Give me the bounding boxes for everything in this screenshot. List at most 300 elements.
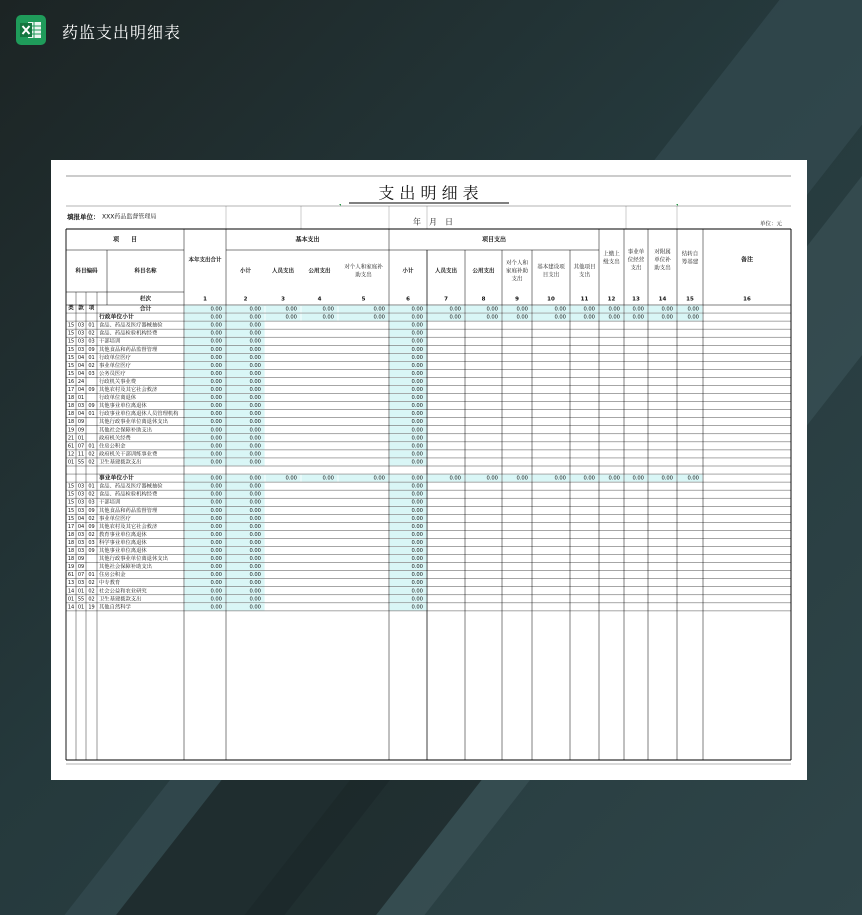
value-cell: 0.00 bbox=[210, 338, 222, 345]
subject-name: 食品、药品及医疗器械抽验 bbox=[99, 483, 163, 490]
value-cell: 0.00 bbox=[249, 443, 261, 450]
value-cell: 0.00 bbox=[249, 491, 261, 498]
header-project-public: 公用支出 bbox=[472, 268, 495, 275]
value-cell: 0.00 bbox=[249, 435, 261, 442]
column-number: 5 bbox=[361, 296, 366, 303]
code-xiang: 02 bbox=[88, 588, 95, 595]
value-cell: 0.00 bbox=[411, 338, 423, 345]
value-cell: 0.00 bbox=[249, 419, 261, 426]
code-lei: 12 bbox=[67, 451, 75, 458]
code-lei: 18 bbox=[67, 556, 75, 563]
header-xiang: 项 bbox=[88, 305, 95, 312]
code-xiang: 02 bbox=[88, 362, 95, 369]
header-project-subsidy: 家庭补助 bbox=[505, 268, 529, 275]
value-cell: 0.00 bbox=[285, 306, 297, 313]
value-cell: 0.00 bbox=[411, 314, 423, 321]
code-kuan: 04 bbox=[77, 387, 85, 394]
code-kuan: 03 bbox=[77, 531, 85, 538]
code-lei: 15 bbox=[67, 322, 75, 329]
value-cell: 0.00 bbox=[210, 403, 222, 410]
value-cell: 0.00 bbox=[210, 370, 222, 377]
value-cell: 0.00 bbox=[249, 322, 261, 329]
header-project: 项目支出 bbox=[481, 236, 507, 244]
value-cell: 0.00 bbox=[210, 564, 222, 571]
code-lei: 19 bbox=[67, 427, 75, 434]
code-lei: 15 bbox=[67, 362, 75, 369]
header-subject-name: 科目名称 bbox=[134, 268, 157, 275]
code-lei: 61 bbox=[67, 572, 75, 579]
value-cell: 0.00 bbox=[210, 346, 222, 353]
value-cell: 0.00 bbox=[411, 395, 423, 402]
value-cell: 0.00 bbox=[249, 604, 261, 611]
value-cell: 0.00 bbox=[687, 314, 699, 321]
header-project-other: 其他项目 bbox=[573, 264, 596, 271]
code-lei: 15 bbox=[67, 338, 75, 345]
header-upper: 上缴上 bbox=[603, 251, 620, 258]
value-cell: 0.00 bbox=[249, 427, 261, 434]
code-lei: 18 bbox=[67, 531, 75, 538]
value-cell: 0.00 bbox=[249, 507, 261, 514]
value-cell: 0.00 bbox=[210, 475, 222, 482]
spreadsheet-page bbox=[51, 160, 807, 780]
subject-name: 住房公积金 bbox=[99, 443, 126, 450]
value-cell: 0.00 bbox=[210, 378, 222, 385]
code-kuan: 04 bbox=[77, 515, 85, 522]
code-lei: 18 bbox=[67, 403, 75, 410]
value-cell: 0.00 bbox=[249, 475, 261, 482]
value-cell: 0.00 bbox=[210, 596, 222, 603]
header-subject-code: 科目编码 bbox=[75, 268, 98, 275]
code-lei: 01 bbox=[67, 596, 75, 603]
value-cell: 0.00 bbox=[411, 515, 423, 522]
code-lei: 21 bbox=[67, 435, 75, 442]
value-cell: 0.00 bbox=[411, 548, 423, 555]
value-cell: 0.00 bbox=[249, 523, 261, 530]
value-cell: 0.00 bbox=[449, 475, 461, 482]
value-cell: 0.00 bbox=[411, 354, 423, 361]
code-lei: 18 bbox=[67, 395, 75, 402]
code-xiang: 09 bbox=[88, 548, 95, 555]
subject-name: 中专教育 bbox=[99, 580, 121, 587]
column-number: 6 bbox=[406, 296, 410, 303]
subject-name: 其他食品和药品监督管理 bbox=[99, 507, 158, 514]
code-kuan: 03 bbox=[77, 322, 85, 329]
code-xiang: 19 bbox=[88, 604, 95, 611]
value-cell: 0.00 bbox=[661, 314, 673, 321]
code-kuan: 09 bbox=[77, 556, 85, 563]
code-lei: 14 bbox=[67, 588, 75, 595]
column-number: 8 bbox=[481, 296, 486, 303]
value-cell: 0.00 bbox=[249, 483, 261, 490]
value-cell: 0.00 bbox=[373, 314, 385, 321]
value-cell: 0.00 bbox=[210, 314, 222, 321]
value-cell: 0.00 bbox=[210, 330, 222, 337]
column-number: 10 bbox=[547, 296, 555, 303]
value-cell: 0.00 bbox=[210, 523, 222, 530]
column-number: 11 bbox=[580, 296, 589, 303]
header-personnel: 人员支出 bbox=[271, 268, 295, 275]
code-lei: 17 bbox=[67, 387, 75, 394]
code-kuan: 07 bbox=[77, 572, 85, 579]
code-lei: 16 bbox=[67, 378, 75, 385]
value-cell: 0.00 bbox=[249, 588, 261, 595]
code-kuan: 03 bbox=[77, 507, 85, 514]
code-kuan: 01 bbox=[77, 588, 85, 595]
report-date: 年 月 日 bbox=[413, 217, 453, 227]
value-cell: 0.00 bbox=[608, 475, 620, 482]
value-cell: 0.00 bbox=[210, 459, 222, 466]
value-cell: 0.00 bbox=[249, 362, 261, 369]
code-xiang: 09 bbox=[88, 346, 95, 353]
value-cell: 0.00 bbox=[411, 443, 423, 450]
value-cell: 0.00 bbox=[249, 531, 261, 538]
subject-name: 其他社会保障补助支出 bbox=[99, 427, 152, 434]
value-cell: 0.00 bbox=[249, 539, 261, 546]
value-cell: 0.00 bbox=[210, 588, 222, 595]
code-lei: 15 bbox=[67, 370, 75, 377]
value-cell: 0.00 bbox=[249, 314, 261, 321]
column-number: 14 bbox=[658, 296, 667, 303]
value-cell: 0.00 bbox=[249, 580, 261, 587]
value-cell: 0.00 bbox=[411, 588, 423, 595]
code-lei: 15 bbox=[67, 330, 75, 337]
value-cell: 0.00 bbox=[632, 314, 644, 321]
subject-name: 教育事业单位离退休 bbox=[99, 531, 147, 538]
value-cell: 0.00 bbox=[210, 580, 222, 587]
value-cell: 0.00 bbox=[249, 459, 261, 466]
column-number: 1 bbox=[203, 296, 207, 303]
header-project-other: 支出 bbox=[578, 272, 591, 279]
code-xiang: 09 bbox=[88, 403, 95, 410]
code-lei: 15 bbox=[67, 483, 75, 490]
value-cell: 0.00 bbox=[210, 515, 222, 522]
column-number: 12 bbox=[607, 296, 616, 303]
code-kuan: 03 bbox=[77, 539, 85, 546]
code-kuan: 04 bbox=[77, 370, 85, 377]
column-number: 2 bbox=[243, 296, 248, 303]
value-cell: 0.00 bbox=[210, 354, 222, 361]
header-adjust: 结转自 bbox=[681, 251, 699, 258]
value-cell: 0.00 bbox=[411, 387, 423, 394]
value-cell: 0.00 bbox=[554, 314, 566, 321]
subject-name: 其他事业单位离退休 bbox=[99, 548, 147, 555]
code-kuan: 01 bbox=[77, 395, 85, 402]
value-cell: 0.00 bbox=[411, 491, 423, 498]
subject-name: 其他自然科学 bbox=[99, 604, 131, 611]
column-number: 3 bbox=[281, 296, 285, 303]
value-cell: 0.00 bbox=[322, 314, 334, 321]
value-cell: 0.00 bbox=[554, 306, 566, 313]
value-cell: 0.00 bbox=[373, 475, 385, 482]
value-cell: 0.00 bbox=[210, 395, 222, 402]
value-cell: 0.00 bbox=[249, 411, 261, 418]
subject-name: 行政机关事业费 bbox=[99, 378, 137, 385]
code-kuan: 09 bbox=[77, 419, 85, 426]
subject-name: 其他社会保障补助支出 bbox=[99, 564, 152, 571]
code-kuan: 01 bbox=[77, 435, 85, 442]
code-lei: 15 bbox=[67, 354, 75, 361]
value-cell: 0.00 bbox=[411, 427, 423, 434]
value-cell: 0.00 bbox=[661, 306, 673, 313]
value-cell: 0.00 bbox=[411, 370, 423, 377]
subject-name: 政府机关经费 bbox=[99, 435, 131, 442]
column-number: 16 bbox=[743, 296, 751, 303]
code-xiang: 02 bbox=[88, 515, 95, 522]
value-cell: 0.00 bbox=[373, 306, 385, 313]
sheet-title: 支 出 明 细 表 bbox=[378, 183, 479, 203]
code-lei: 15 bbox=[67, 507, 75, 514]
value-cell: 0.00 bbox=[486, 314, 498, 321]
value-cell: 0.00 bbox=[583, 314, 595, 321]
section-subtotal-label: 事业单位小计 bbox=[99, 475, 134, 482]
subject-name: 政府机关干部训练事业费 bbox=[99, 451, 158, 458]
value-cell: 0.00 bbox=[210, 306, 222, 313]
value-cell: 0.00 bbox=[411, 499, 423, 506]
code-kuan: 24 bbox=[77, 378, 85, 385]
code-kuan: 03 bbox=[77, 338, 85, 345]
value-cell: 0.00 bbox=[210, 499, 222, 506]
column-number: 15 bbox=[686, 296, 694, 303]
value-cell: 0.00 bbox=[516, 306, 528, 313]
value-cell: 0.00 bbox=[411, 580, 423, 587]
value-cell: 0.00 bbox=[210, 548, 222, 555]
value-cell: 0.00 bbox=[411, 306, 423, 313]
value-cell: 0.00 bbox=[583, 475, 595, 482]
subject-name: 事业单位医疗 bbox=[99, 362, 131, 369]
subject-name: 食品、药品检验机构经费 bbox=[99, 491, 158, 498]
header-project-personnel: 人员支出 bbox=[434, 268, 458, 275]
header-subsidy: 助支出 bbox=[355, 272, 372, 279]
subject-name: 其他事业单位离退休 bbox=[99, 403, 147, 410]
header-project-subtotal: 小计 bbox=[402, 268, 414, 275]
code-xiang: 03 bbox=[88, 499, 95, 506]
value-cell: 0.00 bbox=[210, 539, 222, 546]
subject-name: 卫生基建拨款支出 bbox=[99, 596, 142, 603]
title-bar bbox=[0, 0, 862, 60]
code-kuan: 03 bbox=[77, 346, 85, 353]
code-xiang: 01 bbox=[88, 354, 95, 361]
value-cell: 0.00 bbox=[411, 330, 423, 337]
expense-table bbox=[51, 160, 807, 780]
subject-name: 行政事业单位离退休人员管理机构 bbox=[99, 411, 179, 418]
header-remark: 备注 bbox=[740, 256, 754, 264]
column-number: 4 bbox=[317, 296, 322, 303]
header-business: 位经营 bbox=[627, 257, 645, 264]
code-kuan: 03 bbox=[77, 580, 85, 587]
subject-name: 住房公积金 bbox=[99, 572, 126, 579]
value-cell: 0.00 bbox=[249, 499, 261, 506]
header-lower: 助支出 bbox=[654, 265, 671, 272]
header-project-capital: 基本建设项 bbox=[537, 264, 565, 271]
code-lei: 18 bbox=[67, 411, 75, 418]
value-cell: 0.00 bbox=[411, 604, 423, 611]
code-kuan: 04 bbox=[77, 354, 85, 361]
value-cell: 0.00 bbox=[249, 515, 261, 522]
value-cell: 0.00 bbox=[285, 475, 297, 482]
code-kuan: 04 bbox=[77, 362, 85, 369]
value-cell: 0.00 bbox=[249, 548, 261, 555]
header-project-capital: 目支出 bbox=[542, 272, 560, 279]
value-cell: 0.00 bbox=[210, 322, 222, 329]
header-item: 项 目 bbox=[112, 236, 138, 244]
value-cell: 0.00 bbox=[687, 306, 699, 313]
code-lei: 61 bbox=[67, 443, 75, 450]
code-xiang: 02 bbox=[88, 596, 95, 603]
unit-label: 单位：元 bbox=[759, 221, 783, 228]
total-label: 合计 bbox=[139, 306, 152, 313]
value-cell: 0.00 bbox=[583, 306, 595, 313]
subject-name: 行政单位医疗 bbox=[99, 354, 131, 361]
header-business: 事业单 bbox=[627, 249, 645, 256]
value-cell: 0.00 bbox=[249, 451, 261, 458]
subject-name: 其他食品和药品监督管理 bbox=[99, 346, 158, 353]
value-cell: 0.00 bbox=[411, 362, 423, 369]
value-cell: 0.00 bbox=[249, 395, 261, 402]
code-xiang: 03 bbox=[88, 370, 95, 377]
subject-name: 科学事业单位离退休 bbox=[99, 539, 147, 546]
code-xiang: 02 bbox=[88, 459, 95, 466]
subject-name: 行政单位离退休 bbox=[99, 395, 137, 402]
subject-name: 卫生基建拨款支出 bbox=[99, 459, 142, 466]
code-xiang: 01 bbox=[88, 322, 95, 329]
code-kuan: 09 bbox=[77, 564, 85, 571]
filler-unit-name: XXX药品监督管理局 bbox=[102, 213, 157, 221]
value-cell: 0.00 bbox=[661, 475, 673, 482]
code-lei: 15 bbox=[67, 499, 75, 506]
header-lei: 类 bbox=[68, 305, 74, 312]
cell-marker bbox=[676, 204, 678, 206]
code-xiang: 01 bbox=[88, 483, 95, 490]
header-column-index: 栏次 bbox=[139, 296, 152, 303]
value-cell: 0.00 bbox=[516, 475, 528, 482]
code-kuan: 55 bbox=[77, 596, 85, 603]
code-kuan: 01 bbox=[77, 604, 85, 611]
code-lei: 01 bbox=[67, 459, 75, 466]
code-kuan: 04 bbox=[77, 523, 85, 530]
value-cell: 0.00 bbox=[411, 411, 423, 418]
subject-name: 其他农村及其它社会救济 bbox=[99, 523, 158, 530]
value-cell: 0.00 bbox=[486, 306, 498, 313]
value-cell: 0.00 bbox=[210, 427, 222, 434]
code-lei: 18 bbox=[67, 548, 75, 555]
value-cell: 0.00 bbox=[322, 475, 334, 482]
code-xiang: 03 bbox=[88, 338, 95, 345]
value-cell: 0.00 bbox=[411, 459, 423, 466]
header-total: 本年支出合计 bbox=[188, 257, 222, 264]
code-lei: 17 bbox=[67, 523, 75, 530]
code-xiang: 09 bbox=[88, 523, 95, 530]
code-xiang: 01 bbox=[88, 572, 95, 579]
code-kuan: 03 bbox=[77, 499, 85, 506]
subject-name: 公务员医疗 bbox=[99, 370, 126, 377]
value-cell: 0.00 bbox=[449, 306, 461, 313]
code-lei: 13 bbox=[67, 580, 75, 587]
subject-name: 食品、药品及医疗器械抽验 bbox=[99, 322, 163, 329]
value-cell: 0.00 bbox=[608, 306, 620, 313]
value-cell: 0.00 bbox=[486, 475, 498, 482]
value-cell: 0.00 bbox=[210, 435, 222, 442]
code-xiang: 02 bbox=[88, 491, 95, 498]
value-cell: 0.00 bbox=[249, 354, 261, 361]
column-number: 13 bbox=[632, 296, 640, 303]
value-cell: 0.00 bbox=[411, 483, 423, 490]
value-cell: 0.00 bbox=[210, 443, 222, 450]
value-cell: 0.00 bbox=[249, 564, 261, 571]
section-subtotal-label: 行政单位小计 bbox=[99, 314, 134, 321]
header-adjust: 筹基建 bbox=[681, 259, 699, 266]
code-kuan: 03 bbox=[77, 330, 85, 337]
value-cell: 0.00 bbox=[411, 322, 423, 329]
value-cell: 0.00 bbox=[411, 539, 423, 546]
value-cell: 0.00 bbox=[411, 572, 423, 579]
value-cell: 0.00 bbox=[411, 596, 423, 603]
header-subsidy: 对个人和家庭补 bbox=[344, 264, 383, 271]
subject-name: 事业单位医疗 bbox=[99, 515, 131, 522]
value-cell: 0.00 bbox=[411, 531, 423, 538]
value-cell: 0.00 bbox=[249, 556, 261, 563]
subject-name: 干部培训 bbox=[99, 499, 121, 506]
code-lei: 14 bbox=[67, 604, 75, 611]
subject-name: 干部培训 bbox=[99, 338, 121, 345]
header-business: 支出 bbox=[630, 265, 642, 272]
value-cell: 0.00 bbox=[210, 491, 222, 498]
value-cell: 0.00 bbox=[449, 314, 461, 321]
header-basic: 基本支出 bbox=[295, 236, 320, 244]
code-kuan: 07 bbox=[77, 443, 85, 450]
value-cell: 0.00 bbox=[608, 314, 620, 321]
subject-name: 社会公益和农业研究 bbox=[99, 588, 147, 595]
value-cell: 0.00 bbox=[249, 338, 261, 345]
header-subtotal: 小计 bbox=[239, 268, 252, 275]
value-cell: 0.00 bbox=[411, 475, 423, 482]
value-cell: 0.00 bbox=[249, 370, 261, 377]
value-cell: 0.00 bbox=[210, 411, 222, 418]
code-xiang: 09 bbox=[88, 507, 95, 514]
value-cell: 0.00 bbox=[411, 451, 423, 458]
code-xiang: 02 bbox=[88, 330, 95, 337]
value-cell: 0.00 bbox=[210, 531, 222, 538]
code-lei: 18 bbox=[67, 539, 75, 546]
subject-name: 食品、药品检验机构经费 bbox=[99, 330, 158, 337]
code-kuan: 03 bbox=[77, 403, 85, 410]
code-lei: 15 bbox=[67, 491, 75, 498]
code-kuan: 11 bbox=[77, 451, 85, 458]
value-cell: 0.00 bbox=[249, 387, 261, 394]
code-lei: 19 bbox=[67, 564, 75, 571]
header-lower: 单位补 bbox=[654, 257, 671, 264]
code-xiang: 09 bbox=[88, 387, 95, 394]
code-xiang: 01 bbox=[88, 411, 95, 418]
code-xiang: 03 bbox=[88, 539, 95, 546]
code-kuan: 03 bbox=[77, 491, 85, 498]
code-lei: 18 bbox=[67, 419, 75, 426]
column-number: 9 bbox=[515, 296, 519, 303]
header-lower: 对附属 bbox=[654, 249, 671, 256]
value-cell: 0.00 bbox=[249, 572, 261, 579]
value-cell: 0.00 bbox=[210, 572, 222, 579]
subject-name: 其他行政事业单位离退休支出 bbox=[99, 419, 168, 426]
value-cell: 0.00 bbox=[687, 475, 699, 482]
value-cell: 0.00 bbox=[249, 346, 261, 353]
value-cell: 0.00 bbox=[210, 419, 222, 426]
value-cell: 0.00 bbox=[411, 523, 423, 530]
value-cell: 0.00 bbox=[411, 346, 423, 353]
value-cell: 0.00 bbox=[210, 507, 222, 514]
header-project-subsidy: 对个人和 bbox=[505, 260, 529, 267]
filler-label: 填报单位： bbox=[67, 213, 100, 221]
value-cell: 0.00 bbox=[411, 507, 423, 514]
header-project-subsidy: 支出 bbox=[511, 276, 523, 283]
